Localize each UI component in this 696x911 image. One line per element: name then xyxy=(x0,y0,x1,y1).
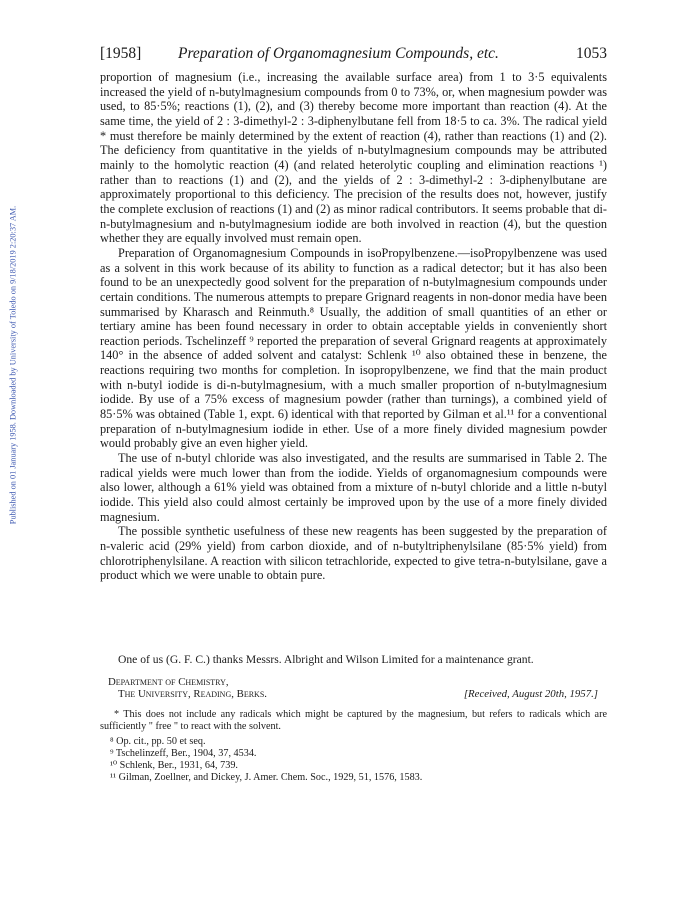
reference-10: ¹⁰ Schlenk, Ber., 1931, 64, 739. xyxy=(110,759,238,771)
article-body xyxy=(100,70,607,583)
paragraph-2: Preparation of Organomagnesium Compounds in isoPropylbenzene.—isoPropylbenzene was used as a solvent in this work because of its ability to function as a radical detector; but it has also been found to be an unexpectedly good solvent for the preparation of n-butylmagnesium compounds under certain conditions. The numerous attempts to prepare Grignard reagents in non-donor media have been summarised by Kharasch and Reinmuth.⁸ Usually, the addition of small quantities of an ether or tertiary amine has been found necessary in order to obtain acceptable yields in conveniently short reaction periods. Tschelinzeff ⁹ reported the preparation of several Grignard reagents at approximately 140° in the absence of added solvent and catalyst: Schlenk ¹⁰ also obtained these in benzene, the reactions requiring two months for completion. In isopropylbenzene, we find that the main product with n-butyl iodide is di-n-butylmagnesium, with a much smaller proportion of n-butylmagnesium iodide. By use of a 75% excess of magnesium powder (rather than turnings), a combined yield of 85·5% was obtained (Table 1, expt. 6) identical with that reported by Gilman et al.¹¹ for a conventional preparation of n-butylmagnesium iodide in ether. Use of a more finely divided magnesium powder would probably give an even higher yield. xyxy=(100,245,607,451)
footnotes xyxy=(100,709,607,783)
received-date: [Received, August 20th, 1957.] xyxy=(463,688,598,700)
reference-8: ⁸ Op. cit., pp. 50 et seq. xyxy=(110,735,206,747)
paragraph-1: proportion of magnesium (i.e., increasing the available surface area) from 1 to 3·5 equivalents increased the yield of n-butylmagnesium compounds from 0 to 73%, or, when magnesium powder was used, to 85·5%; reactions (1), (2), and (3) thereby become more important than reaction (4). At the same time, the yield of 2 : 3-dimethyl-2 : 3-diphenylbutane fell from 18·5 to ca. 3%. The radical yield * must therefore be mainly determined by the extent of reaction (4), rather than reactions (1) and (2). The deficiency from quantitative in the yields of n-butylmagnesium compounds may be attributed mainly to the homolytic reaction (4) (and related heterolytic coupling and elimination reactions ¹) rather than to reactions (1) and (2), and the yields of 2 : 3-dimethyl-2 : 3-diphenylbutane are approximately proportional to this deficiency. The precision of the results does not, however, justify the complete exclusion of reactions (1) and (2) as minor radical contributors. It seems probable that di-n-butylmagnesium and n-butylmagnesium iodide are both involved in reaction (4), but the question whether they are equally involved must remain open. xyxy=(100,70,607,246)
download-notice-text[interactable]: Published on 01 January 1958. Downloaded by University of Toledo on 9/18/2019 2:20:37 AM. xyxy=(8,205,18,525)
footnote-star: * This does not include any radicals which might be captured by the magnesium, but refers to radicals which are sufficiently " free " to react with the solvent. xyxy=(100,709,607,732)
reference-11: ¹¹ Gilman, Zoellner, and Dickey, J. Amer. Chem. Soc., 1929, 51, 1576, 1583. xyxy=(110,771,423,783)
header-title: Preparation of Organomagnesium Compounds, etc. xyxy=(178,45,499,62)
header-page-number: 1053 xyxy=(576,45,607,62)
address-department: Department of Chemistry, xyxy=(108,676,229,688)
acknowledgement: One of us (G. F. C.) thanks Messrs. Albright and Wilson Limited for a maintenance grant. xyxy=(118,653,534,666)
running-header xyxy=(100,45,607,67)
paragraph-4: The possible synthetic usefulness of these new reagents has been suggested by the preparation of n-valeric acid (29% yield) from carbon dioxide, and of n-butyltriphenylsilane (85·5% yield) from chlorotriphenylsilane. A reaction with silicon tetrachloride, expected to give tetra-n-butylsilane, gave a product which we were unable to obtain pure. xyxy=(100,524,607,583)
header-year: [1958] xyxy=(100,45,142,62)
paragraph-3: The use of n-butyl chloride was also investigated, and the results are summarised in Table 2. The radical yields were much lower than from the iodide. Yields of organomagnesium compounds were also lower, although a 61% yield was obtained from a mixture of n-butyl chloride and a little n-butyl iodide. This yield also could almost certainly be improved upon by the use of a more finely divided magnesium. xyxy=(100,451,607,524)
author-address xyxy=(108,676,598,700)
download-notice xyxy=(4,150,22,580)
reference-9: ⁹ Tschelinzeff, Ber., 1904, 37, 4534. xyxy=(110,747,257,759)
address-university: The University, Reading, Berks. xyxy=(118,688,267,701)
